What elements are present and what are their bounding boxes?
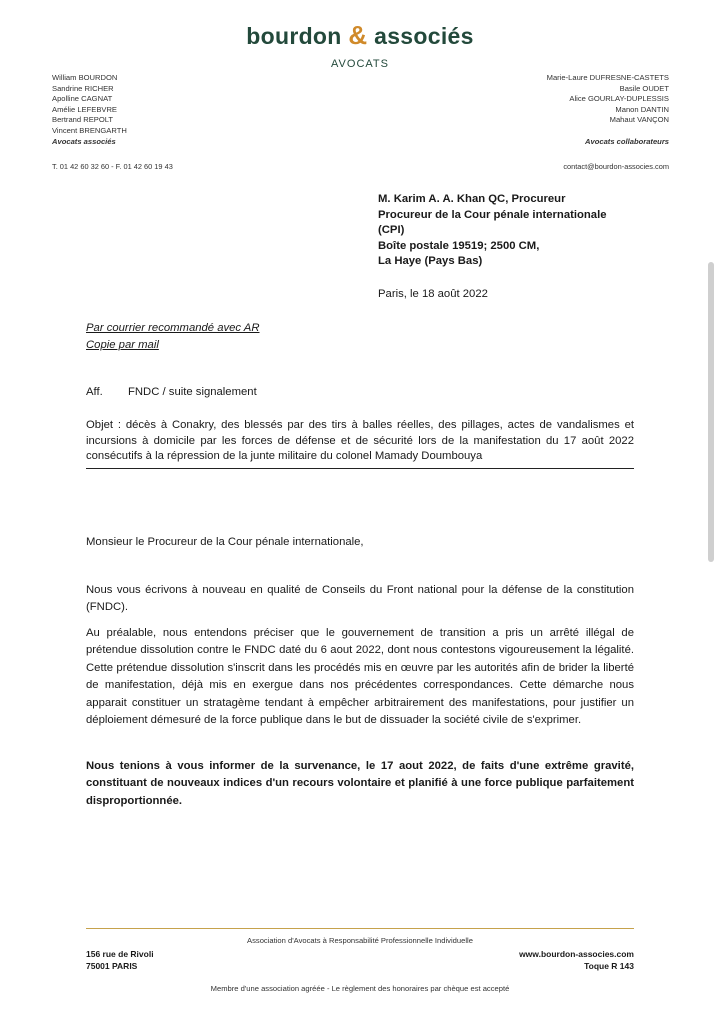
body-paragraph-1: Nous vous écrivons à nouveau en qualité de Conseils du Front national pour la défense de la constitution (FNDC). <box>86 584 634 614</box>
delivery-registered: Par courrier recommandé avec AR <box>86 322 260 334</box>
firm-subtitle: AVOCATS <box>331 58 389 70</box>
collaborator-name: Basile OUDET <box>619 83 669 93</box>
logo-word-bourdon: bourdon <box>246 23 342 49</box>
collaborators-role: Avocats collaborateurs <box>585 136 669 146</box>
partner-name: Apolline CAGNAT <box>52 94 113 104</box>
recipient-line: M. Karim A. A. Khan QC, Procureur <box>378 193 566 205</box>
letter-date: Paris, le 18 août 2022 <box>378 288 488 300</box>
footer-note: Membre d'une association agréée - Le règlement des honoraires par chèque est accepté <box>210 984 510 993</box>
footer-city: 75001 PARIS <box>86 961 138 971</box>
collaborator-name: Mahaut VANÇON <box>609 115 669 125</box>
partner-name: Sandrine RICHER <box>52 83 114 93</box>
partner-name: William BOURDON <box>52 73 118 82</box>
firm-logo <box>0 20 720 51</box>
body-paragraph-2: Au préalable, nous entendons préciser que le gouvernement de transition a pris un arrêté illégal de prétendue dissolution contre le FNDC daté du 6 aout 2022, dont nous contestons vigoureusement la légalité. Cette prétendue dissolution s'inscrit dans les procédés mis en œuvre par les autorités afin de brider la liberté de manifestation, déjà mis en exergue dans nos précédentes correspondances. Cette démarche nous apparait constituer un stratagème tendant à empêcher arbitrairement des manifestations, pour justifier un déploiement démesuré de la force publique dans le but de dissuader la société civile de s'exprimer. <box>86 627 634 727</box>
case-reference <box>86 386 257 398</box>
logo-word-associes: associés <box>374 23 474 49</box>
delivery-copy: Copie par mail <box>86 339 159 351</box>
recipient-line: (CPI) <box>378 224 405 237</box>
footer-toque: Toque R 143 <box>584 961 634 971</box>
footer-divider <box>86 928 634 929</box>
footer-association: Association d'Avocats à Responsabilité Professionnelle Individuelle <box>247 936 473 945</box>
aff-label: Aff. <box>86 386 103 398</box>
partner-name: Bertrand REPOLT <box>52 115 114 125</box>
body-paragraph-3: Nous tenions à vous informer de la survenance, le 17 aout 2022, de faits d'une extrême gravité, constituant de nouveaux indices d'un recours volontaire et planifié à une force publique parfaitement disproportionnée. <box>86 760 634 807</box>
footer-street: 156 rue de Rivoli <box>86 949 154 959</box>
recipient-line: Procureur de la Cour pénale internationale <box>378 208 607 221</box>
recipient-line: Boîte postale 19519; 2500 CM, <box>378 239 540 252</box>
scrollbar-handle[interactable] <box>708 262 714 562</box>
footer-address <box>86 948 154 972</box>
delivery-method <box>86 320 260 354</box>
contact-email: contact@bourdon-associes.com <box>563 162 669 171</box>
recipient-line: La Haye (Pays Bas) <box>378 255 483 268</box>
collaborator-name: Manon DANTIN <box>615 104 669 114</box>
letter-subject: Objet : décès à Conakry, des blessés par des tirs à balles réelles, des pillages, actes de vandalismes et incursions à domicile par les forces de défense et de sécurité lors de la manifestation du 17 août 2022 consécutifs à la répression de la junte militaire du colonel Mamady Doumbouya <box>86 418 634 469</box>
partners-role: Avocats associés <box>52 136 116 146</box>
partner-name: Vincent BRENGARTH <box>52 125 127 135</box>
footer-website-block <box>519 948 634 972</box>
salutation: Monsieur le Procureur de la Cour pénale internationale, <box>86 536 364 548</box>
footer-website: www.bourdon-associes.com <box>519 949 634 959</box>
aff-value: FNDC / suite signalement <box>128 386 257 398</box>
phone-fax: T. 01 42 60 32 60 - F. 01 42 60 19 43 <box>52 162 173 171</box>
collaborator-name: Marie-Laure DUFRESNE-CASTETS <box>546 73 669 82</box>
partners-list <box>52 73 127 147</box>
partner-name: Amélie LEFEBVRE <box>52 104 117 114</box>
collaborator-name: Alice GOURLAY-DUPLESSIS <box>569 94 669 104</box>
recipient-address <box>378 192 607 270</box>
logo-ampersand: & <box>348 20 368 50</box>
collaborators-list <box>547 73 669 147</box>
